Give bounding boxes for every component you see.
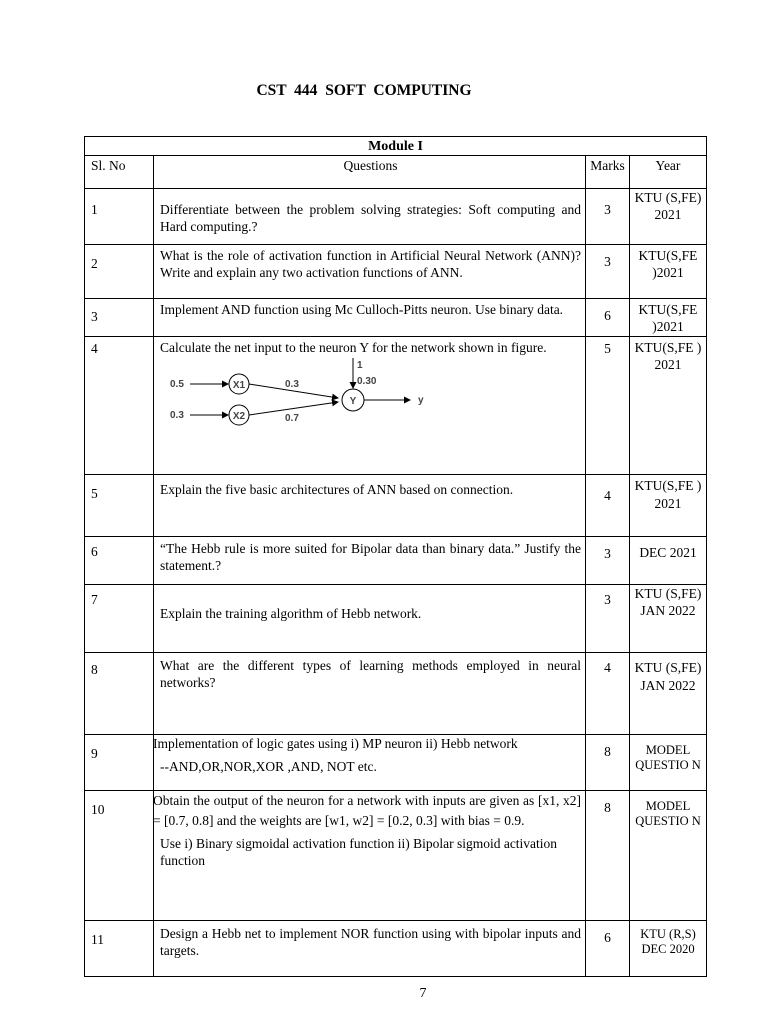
row-sl: 2	[85, 245, 154, 299]
table-row	[85, 475, 707, 537]
table-row	[85, 299, 707, 337]
row-marks: 4	[586, 653, 630, 735]
row-question-cell	[154, 735, 586, 791]
neuron-x1-label: X1	[232, 380, 246, 391]
row-sl: 3	[85, 299, 154, 337]
row-question: Implementation of logic gates using i) MP neuron ii) Hebb network	[153, 736, 518, 751]
row-question: Obtain the output of the neuron for a network with inputs are given as [x1, x2] = [0.7, 0.8] and the weights are [w1, w2] = [0.2, 0.3] with bias = 0.9.	[153, 793, 581, 828]
row-year: KTU(S,FE )2021	[630, 245, 707, 299]
table-row	[85, 245, 707, 299]
table-row	[85, 585, 707, 653]
row-question: What are the different types of learning methods employed in neural networks?	[154, 653, 586, 735]
question-table	[84, 136, 707, 977]
header-marks: Marks	[586, 156, 630, 189]
page-number: 7	[419, 986, 427, 1001]
row-sl: 10	[85, 791, 154, 921]
table-row	[85, 735, 707, 791]
bias-input-label: 1	[357, 360, 363, 371]
row-question-cell	[154, 337, 586, 475]
row-question: Explain the training algorithm of Hebb network.	[154, 585, 586, 653]
document-title: CST 444 SOFT COMPUTING	[256, 82, 472, 99]
input-2-label: 0.3	[170, 410, 184, 421]
table-row	[85, 921, 707, 977]
row-question-cell	[154, 791, 586, 921]
row-question-extra: --AND,OR,NOR,XOR ,AND, NOT etc.	[160, 759, 377, 774]
row-year: KTU(S,FE ) 2021	[630, 337, 707, 475]
row-marks: 6	[586, 921, 630, 977]
row-year: MODEL QUESTIO N	[630, 735, 707, 791]
row-year: DEC 2021	[630, 537, 707, 585]
row-marks: 3	[586, 189, 630, 245]
row-question: “The Hebb rule is more suited for Bipolar data than binary data.” Justify the statement.?	[154, 537, 586, 585]
table-row	[85, 653, 707, 735]
row-year: KTU(S,FE ) 2021	[630, 475, 707, 537]
row-question: Calculate the net input to the neuron Y for the network shown in figure.	[160, 340, 547, 355]
row-sl: 7	[85, 585, 154, 653]
row-year: KTU(S,FE )2021	[630, 299, 707, 337]
row-question: What is the role of activation function in Artificial Neural Network (ANN)? Write and explain any two activation functions of ANN.	[154, 245, 586, 299]
row-question: Explain the five basic architectures of ANN based on connection.	[154, 475, 586, 537]
table-row	[85, 791, 707, 921]
module-row	[85, 137, 707, 156]
table-row	[85, 337, 707, 475]
row-sl: 9	[85, 735, 154, 791]
header-questions: Questions	[154, 156, 586, 189]
row-year: KTU (S,FE) JAN 2022	[630, 585, 707, 653]
row-marks: 8	[586, 791, 630, 921]
row-question-extra: Use i) Binary sigmoidal activation function ii) Bipolar sigmoid activation function	[160, 836, 558, 868]
row-marks: 8	[586, 735, 630, 791]
table-row	[85, 189, 707, 245]
row-year: MODEL QUESTIO N	[630, 791, 707, 921]
row-sl: 8	[85, 653, 154, 735]
header-year: Year	[630, 156, 707, 189]
row-sl: 5	[85, 475, 154, 537]
row-year: KTU (R,S) DEC 2020	[630, 921, 707, 977]
row-marks: 4	[586, 475, 630, 537]
row-year: KTU (S,FE) JAN 2022	[630, 653, 707, 735]
row-sl: 11	[85, 921, 154, 977]
header-sl: Sl. No	[85, 156, 154, 189]
module-heading: Module I	[85, 137, 707, 156]
row-sl: 4	[85, 337, 154, 475]
row-sl: 1	[85, 189, 154, 245]
row-marks: 3	[586, 245, 630, 299]
neural-network-diagram	[160, 358, 430, 438]
input-1-label: 0.5	[170, 379, 184, 390]
row-question: Implement AND function using Mc Culloch-Pitts neuron. Use binary data.	[154, 299, 586, 337]
row-question: Differentiate between the problem solving strategies: Soft computing and Hard computing.?	[154, 189, 586, 245]
row-marks: 5	[586, 337, 630, 475]
neuron-x2-label: X2	[232, 411, 246, 422]
weight-1-label: 0.3	[285, 379, 299, 390]
row-year: KTU (S,FE) 2021	[630, 189, 707, 245]
row-sl: 6	[85, 537, 154, 585]
neuron-y-label: Y	[349, 396, 357, 407]
bias-weight-label: 0.30	[357, 376, 377, 387]
row-marks: 3	[586, 585, 630, 653]
row-marks: 3	[586, 537, 630, 585]
row-question: Design a Hebb net to implement NOR function using with bipolar inputs and targets.	[154, 921, 586, 977]
header-row	[85, 156, 707, 189]
table-row	[85, 537, 707, 585]
weight-2-label: 0.7	[285, 413, 299, 424]
row-marks: 6	[586, 299, 630, 337]
output-label: y	[418, 395, 424, 406]
